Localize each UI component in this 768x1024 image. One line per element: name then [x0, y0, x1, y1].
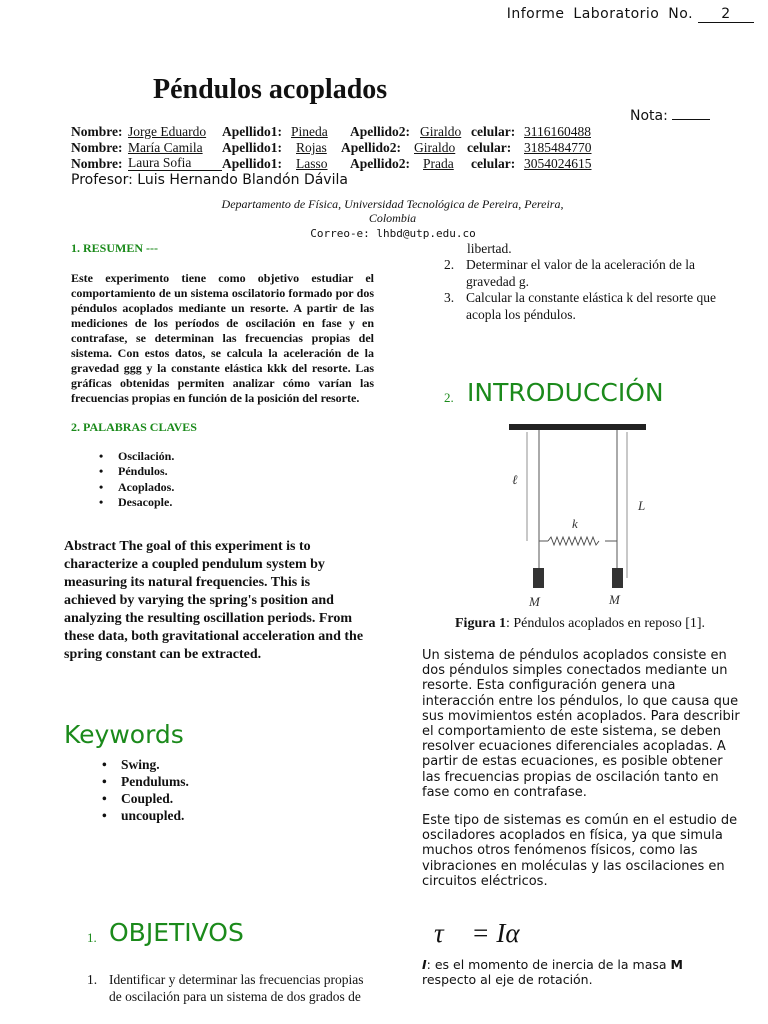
palabras-heading: 2. PALABRAS CLAVES — [71, 420, 197, 434]
inertia-symbol: I — [422, 957, 427, 972]
celular-value: 3116160488 — [524, 124, 591, 139]
apellido2-label: Apellido2: — [350, 124, 411, 139]
list-item: • Péndulos. — [118, 464, 174, 479]
apellido2-value: Prada — [423, 156, 454, 171]
palabras-list — [118, 449, 174, 510]
label-L: L — [638, 498, 646, 513]
apellido2-value: Giraldo — [414, 140, 456, 155]
list-item: • uncoupled. — [121, 807, 189, 824]
celular-label: celular: — [471, 156, 516, 171]
definition-text: respecto al eje de rotación. — [422, 972, 593, 988]
nombre-value: Jorge Eduardo — [128, 124, 207, 139]
grade-blank — [672, 107, 710, 120]
report-label: Informe Laboratorio No. — [506, 6, 694, 22]
grade-field — [630, 107, 710, 124]
celular-value: 3185484770 — [524, 140, 592, 155]
list-item: • Pendulums. — [121, 773, 189, 790]
apellido1-label: Apellido1: — [222, 124, 283, 139]
objetivos-list — [87, 972, 377, 1005]
definition-text: : es el momento de inercia de la masa — [426, 957, 671, 972]
report-number: 2 — [698, 6, 754, 23]
section-title: OBJETIVOS — [109, 918, 244, 947]
item-text: Determinar el valor de la aceleración de la gravedad g. — [466, 257, 695, 289]
caption-text: : Péndulos acoplados en reposo [1]. — [505, 616, 706, 631]
list-item: • Desacople. — [118, 495, 174, 510]
nombre-value: María Camila — [128, 140, 203, 155]
intro-paragraph: Un sistema de péndulos acoplados consiste en dos péndulos simples conectados mediante un resorte. Esta configuración genera una interacción entre los péndulos, lo que causa que sus movimientos estén acoplados. Para describir el comportamiento de este sistema, se deben resolver ecuaciones diferenciales acopladas. A partir de estas ecuaciones, es posible obtener las frecuencias propias de oscilación tanto en fase como en contrafase. — [422, 648, 740, 800]
celular-value: 3054024615 — [524, 156, 592, 171]
email-line: Correo-e: lhbd@utp.edu.co — [310, 227, 476, 240]
list-item: • Oscilación. — [118, 449, 174, 464]
apellido2-label: Apellido2: — [341, 140, 402, 155]
spring — [548, 537, 599, 545]
nombre-value: Laura Sofia — [128, 156, 222, 171]
abstract-text: Abstract The goal of this experiment is to characterize a coupled pendulum system by measuring its natural frequencies. This is achieved by varying the spring's position and analyzing the resulting oscillation periods. From these data, both gravitational acceleration and the spring constant can be extracted. — [64, 539, 364, 662]
list-item — [444, 257, 744, 290]
label-mass-left: M — [529, 594, 540, 609]
apellido1-label: Apellido1: — [222, 156, 283, 171]
section-number: 2. — [444, 390, 454, 405]
objetivos-list-cont — [444, 257, 744, 323]
torque-equation: τ⃗ = Iα⃗ — [434, 918, 541, 948]
figure-caption — [455, 616, 705, 632]
item-number: 3. — [444, 290, 455, 305]
label-l: ℓ — [512, 472, 518, 487]
list-item: • Acoplados. — [118, 480, 174, 495]
page-title: Péndulos acoplados — [153, 74, 388, 105]
intro-paragraph: Este tipo de sistemas es común en el estudio de osciladores acoplados en física, ya que simula muchos otros fenómenos físicos, como las vibraciones en moléculas y las oscilaciones en circuitos eléctricos. — [422, 813, 738, 889]
nombre-label: Nombre: — [71, 156, 123, 171]
item-number: 1. — [87, 972, 98, 987]
list-item: • Coupled. — [121, 790, 189, 807]
apellido1-value: Lasso — [296, 156, 328, 171]
list-item — [87, 972, 377, 1005]
item-text: Calcular la constante elástica k del resorte que acopla los péndulos. — [466, 290, 717, 322]
section-title: INTRODUCCIÓN — [467, 378, 664, 407]
apellido2-label: Apellido2: — [350, 156, 411, 171]
list-item: • Swing. — [121, 756, 189, 773]
resumen-heading: 1. RESUMEN --- — [71, 241, 158, 255]
objetivo-continuation: libertad. — [467, 241, 512, 256]
list-item — [444, 290, 744, 323]
apellido1-label: Apellido1: — [222, 140, 283, 155]
resumen-text: Este experimento tiene como objetivo estudiar el comportamiento de un sistema oscilatorio formado por dos péndulos acoplados mediante un resorte. A partir de las mediciones de los períodos de oscilación en fase y en contrafase, se determinan las frecuencias propias del sistema. Con estos datos, se calcula la aceleración de la gravedad ggg y la constante elástica kkk del resorte. Las gráficas obtenidas permiten analizar cómo varían las frecuencias propias en función de la posición del resorte. — [71, 271, 374, 405]
mass-symbol: M — [670, 957, 683, 972]
mass-left — [533, 568, 544, 588]
profesor-line: Profesor: Luis Hernando Blandón Dávila — [71, 172, 348, 188]
label-mass-right: M — [609, 592, 620, 607]
label-k: k — [572, 516, 578, 531]
nombre-label: Nombre: — [71, 140, 123, 155]
apellido2-value: Giraldo — [420, 124, 462, 139]
coupled-pendulums-figure — [506, 418, 654, 614]
celular-label: celular: — [467, 140, 512, 155]
caption-label: Figura 1 — [455, 616, 506, 631]
apellido1-value: Pineda — [291, 124, 328, 139]
department-affiliation: Departamento de Física, Universidad Tecnológica de Pereira, Pereira, Colombia — [221, 197, 564, 225]
mass-right — [612, 568, 623, 588]
item-text: Identificar y determinar las frecuencias propias de oscilación para un sistema de dos grados de — [109, 972, 364, 1004]
keywords-list — [121, 756, 189, 824]
item-number: 2. — [444, 257, 455, 272]
report-header — [507, 6, 754, 23]
section-number: 1. — [87, 930, 97, 945]
equation-definition — [422, 957, 722, 988]
support-bar — [509, 424, 646, 430]
apellido1-value: Rojas — [296, 140, 327, 155]
celular-label: celular: — [471, 124, 516, 139]
keywords-heading: Keywords — [64, 720, 184, 749]
grade-label: Nota: — [630, 108, 668, 124]
nombre-label: Nombre: — [71, 124, 123, 139]
